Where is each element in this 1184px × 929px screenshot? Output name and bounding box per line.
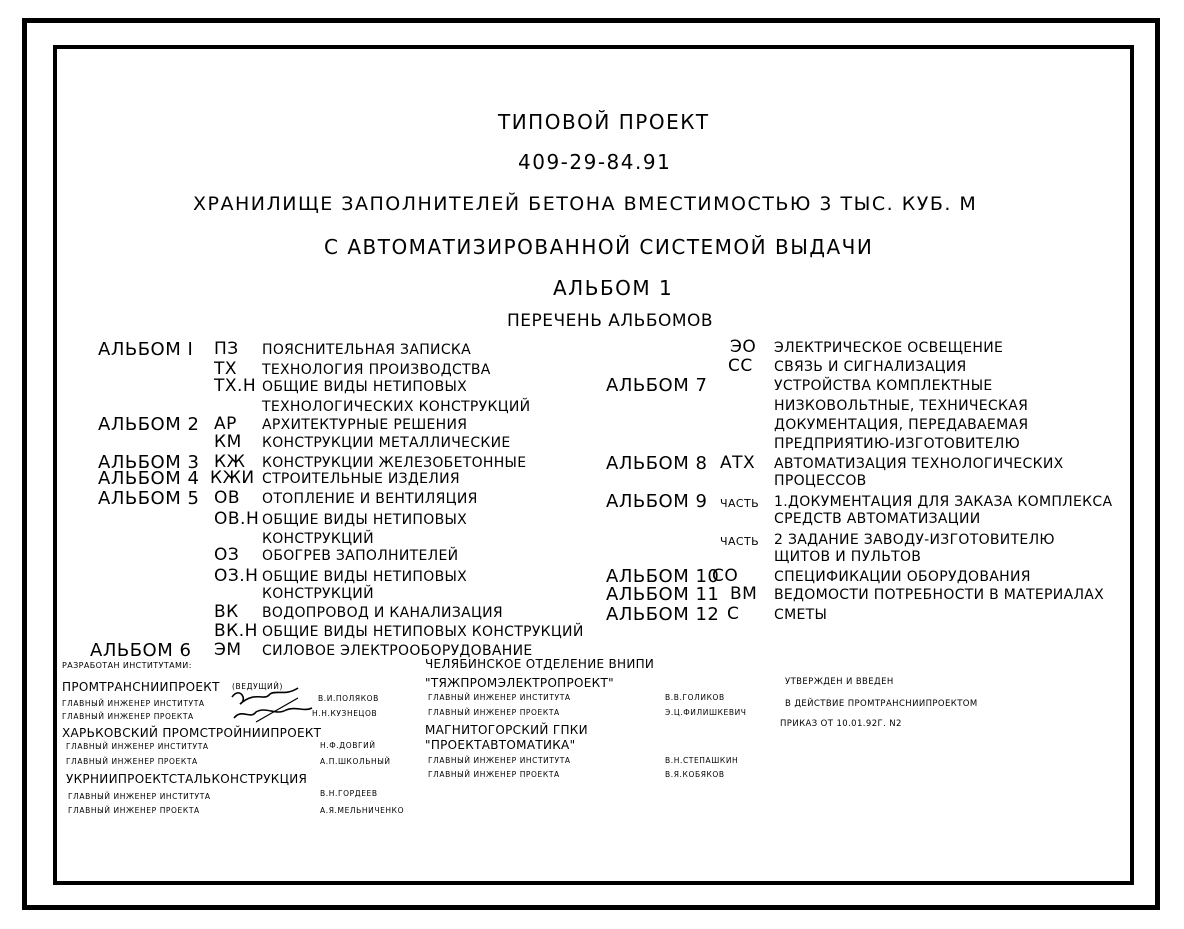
role-label: ГЛАВНЫЙ ИНЖЕНЕР ПРОЕКТА [428,708,560,717]
album-section-title: СТРОИТЕЛЬНЫЕ ИЗДЕЛИЯ [262,471,460,487]
institute-name: ХАРЬКОВСКИЙ ПРОМСТРОЙНИИПРОЕКТ [62,726,322,740]
album-section-code: ЭМ [214,640,242,660]
album-section-title: ВЕДОМОСТИ ПОТРЕБНОСТИ В МАТЕРИАЛАХ [774,587,1105,603]
project-title-line1: ХРАНИЛИЩЕ ЗАПОЛНИТЕЛЕЙ БЕТОНА ВМЕСТИМОСТЬЮ 3 ТЫС. КУБ. М [193,193,978,215]
album-section-title: ОБОГРЕВ ЗАПОЛНИТЕЛЕЙ [262,548,459,564]
institute-name: ЧЕЛЯБИНСКОЕ ОТДЕЛЕНИЕ ВНИПИ [425,657,655,671]
album-section-title: ЩИТОВ И ПУЛЬТОВ [774,549,922,565]
album-section-code: ОЗ [214,545,240,565]
album-label: АЛЬБОМ 2 [98,414,200,435]
approval-line: В ДЕЙСТВИЕ ПРОМТРАНСНИИПРОЕКТОМ [785,699,978,709]
institute-name: ПРОМТРАНСНИИПРОЕКТ [62,680,220,694]
album-section-title: СРЕДСТВ АВТОМАТИЗАЦИИ [774,511,981,527]
album-section-title: 1.ДОКУМЕНТАЦИЯ ДЛЯ ЗАКАЗА КОМПЛЕКСА [774,494,1113,510]
role-label: ГЛАВНЫЙ ИНЖЕНЕР ПРОЕКТА [62,712,194,721]
institute-name: МАГНИТОГОРСКИЙ ГПКИ [425,723,588,737]
album-label: АЛЬБОМ 10 [606,566,720,587]
album-section-title: ЭЛЕКТРИЧЕСКОЕ ОСВЕЩЕНИЕ [774,340,1004,356]
album-label: АЛЬБОМ 4 [98,468,200,489]
album-label: АЛЬБОМ 7 [606,375,708,396]
album-section-title: ТЕХНОЛОГИЧЕСКИХ КОНСТРУКЦИЙ [262,399,531,415]
album-section-title: СВЯЗЬ И СИГНАЛИЗАЦИЯ [774,359,967,375]
album-section-title: ПРЕДПРИЯТИЮ-ИЗГОТОВИТЕЛЮ [774,436,1021,452]
album-section-code: ЭО [730,337,757,357]
album-section-title: ОБЩИЕ ВИДЫ НЕТИПОВЫХ [262,569,468,585]
institute-name: УКРНИИПРОЕКТСТАЛЬКОНСТРУКЦИЯ [66,772,308,786]
person-name: В.И.ПОЛЯКОВ [318,694,379,703]
institute-note: (ВЕДУЩИЙ) [232,682,283,691]
role-label: ГЛАВНЫЙ ИНЖЕНЕР ИНСТИТУТА [66,742,209,751]
album-section-title: ДОКУМЕНТАЦИЯ, ПЕРЕДАВАЕМАЯ [774,417,1029,433]
album-list-heading: ПЕРЕЧЕНЬ АЛЬБОМОВ [507,311,714,331]
album-section-title: ОТОПЛЕНИЕ И ВЕНТИЛЯЦИЯ [262,491,478,507]
developed-by-label: РАЗРАБОТАН ИНСТИТУТАМИ: [62,661,192,670]
project-title-line2: С АВТОМАТИЗИРОВАННОЙ СИСТЕМОЙ ВЫДАЧИ [324,235,874,259]
album-section-title: ОБЩИЕ ВИДЫ НЕТИПОВЫХ [262,379,468,395]
album-section-title: СМЕТЫ [774,607,828,623]
approval-line: УТВЕРЖДЕН И ВВЕДЕН [785,677,894,687]
person-name: Э.Ц.ФИЛИШКЕВИЧ [665,708,747,717]
album-section-code: АТХ [720,453,756,473]
album-number: АЛЬБОМ 1 [553,276,674,300]
album-label: АЛЬБОМ 8 [606,453,708,474]
role-label: ГЛАВНЫЙ ИНЖЕНЕР ИНСТИТУТА [68,792,211,801]
album-section-code: СС [728,356,753,376]
album-section-title: ВОДОПРОВОД И КАНАЛИЗАЦИЯ [262,605,503,621]
person-name: В.Н.ГОРДЕЕВ [320,789,378,798]
album-section-code: ВМ [730,584,758,604]
album-section-code: ОВ [214,488,241,508]
role-label: ГЛАВНЫЙ ИНЖЕНЕР ИНСТИТУТА [428,756,571,765]
institute-name: "ПРОЕКТАВТОМАТИКА" [425,738,576,752]
institute-name: "ТЯЖПРОМЭЛЕКТРОПРОЕКТ" [425,676,614,690]
album-section-code: ПЗ [214,339,239,359]
album-section-code: ОВ.Н [214,509,260,529]
person-name: В.Н.СТЕПАШКИН [665,756,739,765]
album-section-code: КМ [214,432,242,452]
role-label: ГЛАВНЫЙ ИНЖЕНЕР ПРОЕКТА [428,770,560,779]
album-section-code: ЧАСТЬ [720,535,760,548]
album-section-title: ПОЯСНИТЕЛЬНАЯ ЗАПИСКА [262,342,472,358]
person-name: А.Я.МЕЛЬНИЧЕНКО [320,806,405,815]
approval-order: ПРИКАЗ ОТ 10.01.92Г. N2 [780,719,902,729]
album-label: АЛЬБОМ 5 [98,488,200,509]
album-label: АЛЬБОМ 6 [90,640,192,661]
album-section-title: ПРОЦЕССОВ [774,473,867,489]
doc-type-title: ТИПОВОЙ ПРОЕКТ [498,110,710,134]
role-label: ГЛАВНЫЙ ИНЖЕНЕР ПРОЕКТА [66,757,198,766]
album-section-code: ВК.Н [214,621,258,641]
album-section-title: НИЗКОВОЛЬТНЫЕ, ТЕХНИЧЕСКАЯ [774,398,1029,414]
album-section-title: ОБЩИЕ ВИДЫ НЕТИПОВЫХ КОНСТРУКЦИЙ [262,624,584,640]
album-section-code: СО [712,566,739,586]
person-name: А.П.ШКОЛЬНЫЙ [320,757,391,766]
person-name: В.Я.КОБЯКОВ [665,770,725,779]
album-section-title: АВТОМАТИЗАЦИЯ ТЕХНОЛОГИЧЕСКИХ [774,456,1064,472]
album-label: АЛЬБОМ 11 [606,584,720,605]
album-section-title: КОНСТРУКЦИЙ [262,531,374,547]
album-section-code: КЖИ [210,468,255,488]
role-label: ГЛАВНЫЙ ИНЖЕНЕР ИНСТИТУТА [62,699,205,708]
album-section-title: ТЕХНОЛОГИЯ ПРОИЗВОДСТВА [262,362,491,378]
person-name: В.В.ГОЛИКОВ [665,693,725,702]
album-label: АЛЬБОМ 12 [606,604,720,625]
album-section-title: СИЛОВОЕ ЭЛЕКТРООБОРУДОВАНИЕ [262,643,533,659]
album-section-title: 2 ЗАДАНИЕ ЗАВОДУ-ИЗГОТОВИТЕЛЮ [774,532,1055,548]
album-section-title: УСТРОЙСТВА КОМПЛЕКТНЫЕ [774,378,993,394]
album-section-title: КОНСТРУКЦИИ ЖЕЛЕЗОБЕТОННЫЕ [262,455,527,471]
handwritten-signature [226,682,316,727]
album-section-code: ВК [214,602,239,622]
album-label: АЛЬБОМ I [98,339,194,360]
album-section-code: ОЗ.Н [214,566,259,586]
album-section-code: ТХ [214,359,238,379]
album-label: АЛЬБОМ 3 [98,452,200,473]
role-label: ГЛАВНЫЙ ИНЖЕНЕР ИНСТИТУТА [428,693,571,702]
album-section-code: С [727,604,740,624]
album-section-code: КЖ [214,452,246,472]
person-name: Н.Ф.ДОВГИЙ [320,741,376,750]
album-section-code: ЧАСТЬ [720,497,760,510]
album-section-title: АРХИТЕКТУРНЫЕ РЕШЕНИЯ [262,417,468,433]
album-section-code: АР [214,414,237,434]
album-section-code: ТХ.Н [214,376,257,396]
person-name: Н.Н.КУЗНЕЦОВ [312,709,378,718]
album-section-title: ОБЩИЕ ВИДЫ НЕТИПОВЫХ [262,512,468,528]
album-section-title: СПЕЦИФИКАЦИИ ОБОРУДОВАНИЯ [774,569,1031,585]
album-section-title: КОНСТРУКЦИИ МЕТАЛЛИЧЕСКИЕ [262,435,511,451]
album-section-title: КОНСТРУКЦИЙ [262,586,374,602]
role-label: ГЛАВНЫЙ ИНЖЕНЕР ПРОЕКТА [68,806,200,815]
project-number: 409-29-84.91 [518,150,672,174]
album-label: АЛЬБОМ 9 [606,491,708,512]
